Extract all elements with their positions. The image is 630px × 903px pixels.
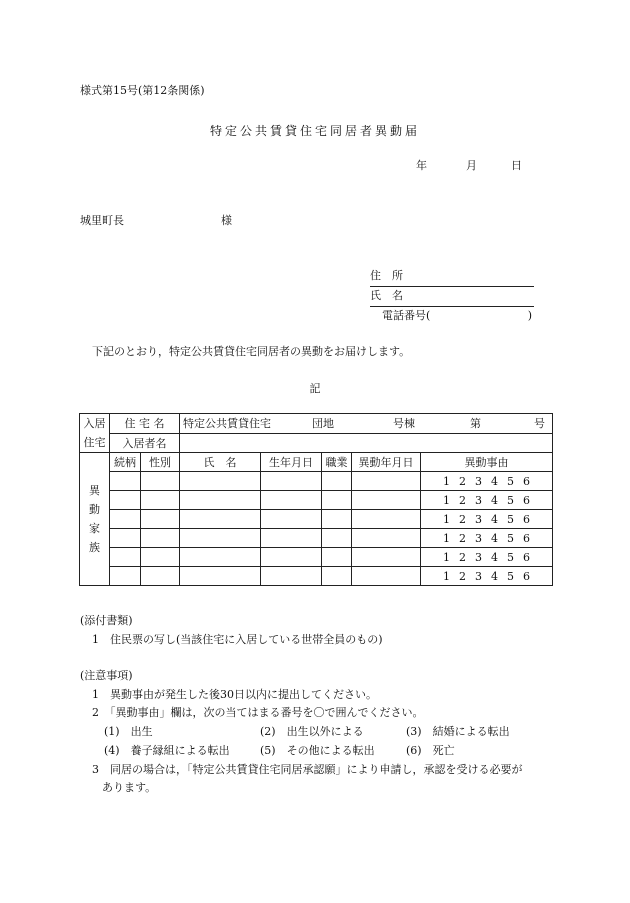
attachment-item: 1 住民票の写し(当該住宅に入居している世帯全員のもの) <box>92 633 383 646</box>
address-field[interactable] <box>370 267 534 287</box>
housing-type: 特定公共賃貸住宅 <box>183 417 271 431</box>
reason-number[interactable]: 4 <box>491 493 499 507</box>
change-reason-cell <box>421 510 553 529</box>
housing-name-field[interactable] <box>180 414 553 434</box>
reason-number[interactable]: 2 <box>459 512 467 526</box>
addressee: 城里町長 <box>80 214 124 227</box>
relationship-cell[interactable] <box>110 472 141 491</box>
reason-number[interactable]: 4 <box>491 550 499 564</box>
reason-number[interactable]: 4 <box>491 512 499 526</box>
gotou-label: 号棟 <box>393 417 415 431</box>
reason-number[interactable]: 5 <box>507 531 515 545</box>
reason-number[interactable]: 1 <box>443 493 451 507</box>
relationship-cell[interactable] <box>110 529 141 548</box>
relationship-cell[interactable] <box>110 567 141 586</box>
reason-option-6: (6) 死亡 <box>406 744 455 757</box>
form-number: 様式第15号(第12条関係) <box>80 84 205 97</box>
honorific: 様 <box>221 214 232 227</box>
note-item-2: 2 「異動事由」欄は，次の当てはまる番号を〇で囲んでください。 <box>92 706 424 719</box>
attachments-heading: (添付書類) <box>80 614 133 627</box>
reason-number[interactable]: 1 <box>443 550 451 564</box>
reason-number[interactable]: 5 <box>507 550 515 564</box>
housing-name-label: 住 宅 名 <box>110 414 180 434</box>
change-date-cell[interactable] <box>352 510 421 529</box>
danchi-label: 団地 <box>312 417 334 431</box>
gender-cell[interactable] <box>141 491 180 510</box>
relationship-cell[interactable] <box>110 548 141 567</box>
reason-number[interactable]: 2 <box>459 550 467 564</box>
date-year-label: 年 <box>416 159 427 172</box>
change-date-cell[interactable] <box>352 472 421 491</box>
family-group-label: 異 動 家 族 <box>80 453 110 586</box>
birthdate-cell[interactable] <box>261 472 322 491</box>
reason-number[interactable]: 4 <box>491 531 499 545</box>
resident-row <box>80 433 553 453</box>
reason-number[interactable]: 1 <box>443 474 451 488</box>
family-row <box>80 567 553 586</box>
gou-label: 号 <box>534 417 545 431</box>
reason-number[interactable]: 2 <box>459 493 467 507</box>
relationship-cell[interactable] <box>110 491 141 510</box>
change-reason-cell <box>421 567 553 586</box>
reason-number[interactable]: 6 <box>523 550 531 564</box>
name-cell[interactable] <box>180 548 261 567</box>
family-header-row <box>80 453 553 472</box>
reason-number[interactable]: 1 <box>443 531 451 545</box>
applicant-block <box>370 267 534 325</box>
date-day-label: 日 <box>511 159 522 172</box>
col-name: 氏 名 <box>180 453 261 472</box>
name-cell[interactable] <box>180 491 261 510</box>
name-cell[interactable] <box>180 529 261 548</box>
occupation-cell[interactable] <box>322 529 352 548</box>
change-reason-cell <box>421 529 553 548</box>
name-cell[interactable] <box>180 472 261 491</box>
reason-option-2: (2) 出生以外による <box>260 725 364 738</box>
name-field[interactable] <box>370 287 534 307</box>
gender-cell[interactable] <box>141 472 180 491</box>
change-date-cell[interactable] <box>352 567 421 586</box>
resident-name-label: 入居者名 <box>110 433 180 453</box>
reason-number[interactable]: 6 <box>523 569 531 583</box>
reason-number[interactable]: 3 <box>475 512 483 526</box>
family-row <box>80 472 553 491</box>
reason-number[interactable]: 2 <box>459 474 467 488</box>
reason-number[interactable]: 5 <box>507 512 515 526</box>
birthdate-cell[interactable] <box>261 548 322 567</box>
reason-number[interactable]: 3 <box>475 531 483 545</box>
col-change-reason: 異動事由 <box>421 453 553 472</box>
phone-label: 電話番号( <box>382 309 431 322</box>
reason-number[interactable]: 6 <box>523 474 531 488</box>
family-row <box>80 548 553 567</box>
family-row <box>80 491 553 510</box>
notification-table <box>79 413 553 586</box>
reason-option-5: (5) その他による転出 <box>260 744 375 757</box>
reason-number[interactable]: 4 <box>491 474 499 488</box>
reason-number[interactable]: 3 <box>475 474 483 488</box>
reason-option-3: (3) 結婚による転出 <box>406 725 510 738</box>
reason-number[interactable]: 1 <box>443 569 451 583</box>
reason-number[interactable]: 6 <box>523 493 531 507</box>
change-reason-cell <box>421 472 553 491</box>
change-reason-cell <box>421 491 553 510</box>
birthdate-cell[interactable] <box>261 491 322 510</box>
reason-number[interactable]: 3 <box>475 550 483 564</box>
name-cell[interactable] <box>180 567 261 586</box>
reason-number[interactable]: 3 <box>475 569 483 583</box>
change-date-cell[interactable] <box>352 491 421 510</box>
col-change-date: 異動年月日 <box>352 453 421 472</box>
family-row <box>80 510 553 529</box>
residence-group-label: 入居 住宅 <box>80 414 110 453</box>
dai-label: 第 <box>470 417 481 431</box>
change-reason-cell <box>421 548 553 567</box>
occupation-cell[interactable] <box>322 491 352 510</box>
resident-name-field[interactable] <box>180 433 553 453</box>
reason-option-4: (4) 養子縁組による転出 <box>104 744 230 757</box>
birthdate-cell[interactable] <box>261 510 322 529</box>
gender-cell[interactable] <box>141 548 180 567</box>
col-relationship: 続柄 <box>110 453 141 472</box>
birthdate-cell[interactable] <box>261 567 322 586</box>
notes-heading: (注意事項) <box>80 669 133 682</box>
gender-cell[interactable] <box>141 567 180 586</box>
note-item-1: 1 異動事由が発生した後30日以内に提出してください。 <box>92 688 377 701</box>
ki-heading: 記 <box>309 382 321 395</box>
phone-field[interactable] <box>370 307 534 325</box>
reason-number[interactable]: 3 <box>475 493 483 507</box>
reason-number[interactable]: 5 <box>507 569 515 583</box>
col-gender: 性別 <box>141 453 180 472</box>
phone-close: ) <box>527 309 532 322</box>
note-item-3: 3 同居の場合は，「特定公共賃貸住宅同居承認願」により申請し，承認を受ける必要が <box>92 763 523 776</box>
col-birthdate: 生年月日 <box>261 453 322 472</box>
relationship-cell[interactable] <box>110 510 141 529</box>
document-title: 特定公共賃貸住宅同居者異動届 <box>209 124 420 138</box>
reason-number[interactable]: 6 <box>523 512 531 526</box>
occupation-cell[interactable] <box>322 472 352 491</box>
reason-number[interactable]: 4 <box>491 569 499 583</box>
note-item-3-cont: あります。 <box>102 781 157 794</box>
date-month-label: 月 <box>466 159 477 172</box>
reason-number[interactable]: 5 <box>507 474 515 488</box>
reason-number[interactable]: 2 <box>459 531 467 545</box>
address-label: 住所 <box>370 269 414 282</box>
name-cell[interactable] <box>180 510 261 529</box>
reason-number[interactable]: 1 <box>443 512 451 526</box>
intro-text: 下記のとおり，特定公共賃貸住宅同居者の異動をお届けします。 <box>92 345 411 358</box>
reason-number[interactable]: 6 <box>523 531 531 545</box>
family-row <box>80 529 553 548</box>
change-date-cell[interactable] <box>352 548 421 567</box>
col-occupation: 職業 <box>322 453 352 472</box>
reason-number[interactable]: 5 <box>507 493 515 507</box>
gender-cell[interactable] <box>141 510 180 529</box>
occupation-cell[interactable] <box>322 510 352 529</box>
name-label: 氏名 <box>370 289 414 302</box>
reason-number[interactable]: 2 <box>459 569 467 583</box>
birthdate-cell[interactable] <box>261 529 322 548</box>
occupation-cell[interactable] <box>322 567 352 586</box>
gender-cell[interactable] <box>141 529 180 548</box>
occupation-cell[interactable] <box>322 548 352 567</box>
housing-row <box>80 414 553 434</box>
reason-option-1: (1) 出生 <box>104 725 153 738</box>
change-date-cell[interactable] <box>352 529 421 548</box>
